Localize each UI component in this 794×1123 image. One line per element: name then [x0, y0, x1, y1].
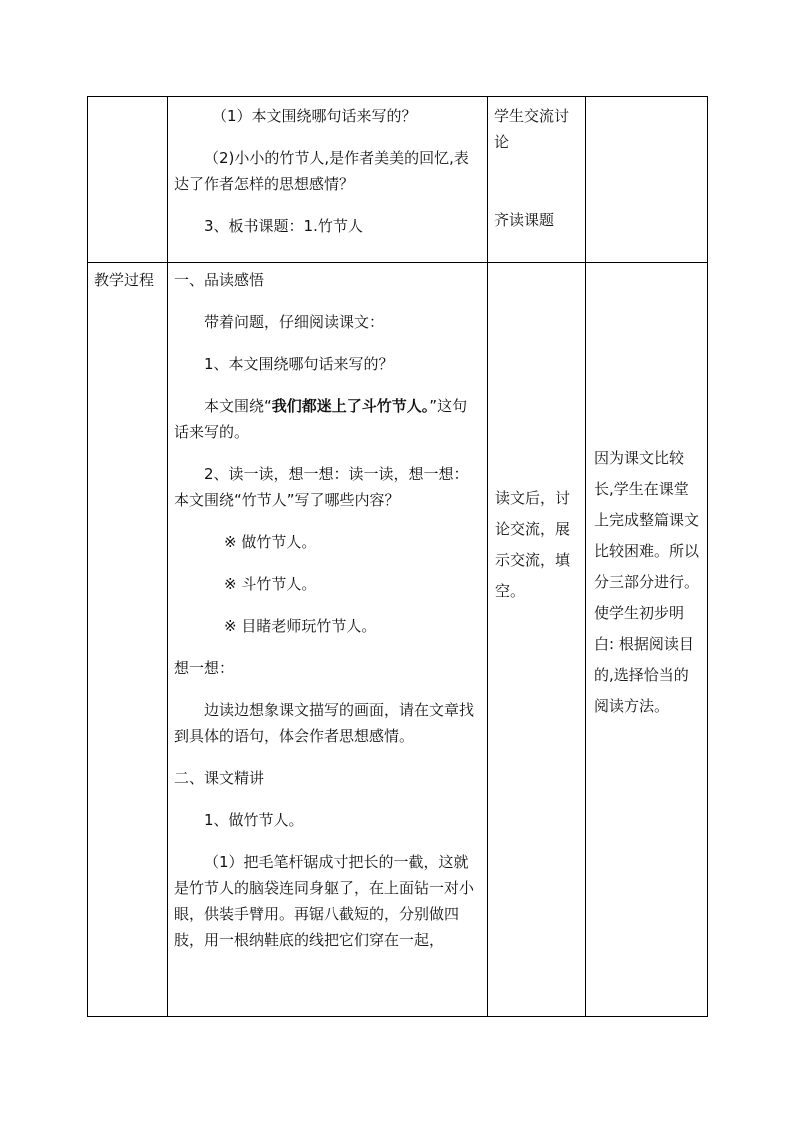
paragraph: （1）把毛笔杆锯成寸把长的一截，这就是竹节人的脑袋连同身躯了，在上面钻一对小眼，供装手臂用。再锯八截短的，分别做四肢，用一根纳鞋底的线把它们穿在一起， [174, 853, 475, 949]
section-label: 教学过程 [94, 271, 155, 289]
design-note: 因为课文比较长,学生在课堂上完成整篇课文比较困难。所以分三部分进行。使学生初步明白: 根据阅读目的,选择恰当的阅读方法。 [594, 449, 700, 715]
label-cell [88, 263, 168, 1017]
content-item: ※ 斗竹节人。 [224, 575, 317, 593]
content-cell [168, 263, 488, 1017]
paragraph: 带着问题，仔细阅读课文： [204, 313, 385, 331]
content-item: ※ 目睹老师玩竹节人。 [224, 617, 377, 635]
paragraph: 2、读一读，想一想：读一读，想一想：本文围绕“竹节人”写了哪些内容？ [174, 465, 469, 509]
paragraph: 1、本文围绕哪句话来写的？ [204, 355, 394, 373]
table-row [88, 97, 708, 263]
answer-paragraph [174, 393, 481, 445]
question-2: （2)小小的竹节人,是作者美美的回忆,表达了作者怎样的思想感情？ [174, 149, 469, 193]
answer-prefix: 本文围绕“ [204, 397, 272, 415]
heading-2: 二、课文精讲 [174, 769, 265, 787]
activity-cell [488, 97, 586, 263]
lesson-plan-table [87, 96, 708, 1017]
board-title-step: 3、板书课题：1.竹节人 [204, 217, 363, 235]
activity-read-title: 齐读课题 [494, 211, 555, 229]
paragraph: 1、做竹节人。 [204, 811, 304, 829]
activity-discuss: 学生交流讨论 [494, 107, 570, 151]
activity-cell [488, 263, 586, 1017]
answer-suffix: ”这句话来写的。 [174, 397, 468, 441]
key-sentence: 我们都迷上了斗竹节人。 [271, 397, 430, 415]
activity-text: 读文后，讨论交流，展示交流，填空。 [495, 489, 571, 600]
paragraph: 边读边想象课文描写的画面，请在文章找到具体的语句，体会作者思想感情。 [174, 701, 475, 745]
label-cell-empty [88, 97, 168, 263]
table-row [88, 263, 708, 1017]
content-item: ※ 做竹节人。 [224, 533, 317, 551]
question-1: （1）本文围绕哪句话来写的？ [212, 107, 417, 125]
note-cell-empty [586, 97, 708, 263]
note-cell [586, 263, 708, 1017]
paragraph: 想一想： [174, 659, 235, 677]
content-cell [168, 97, 488, 263]
heading-1: 一、品读感悟 [174, 271, 265, 289]
